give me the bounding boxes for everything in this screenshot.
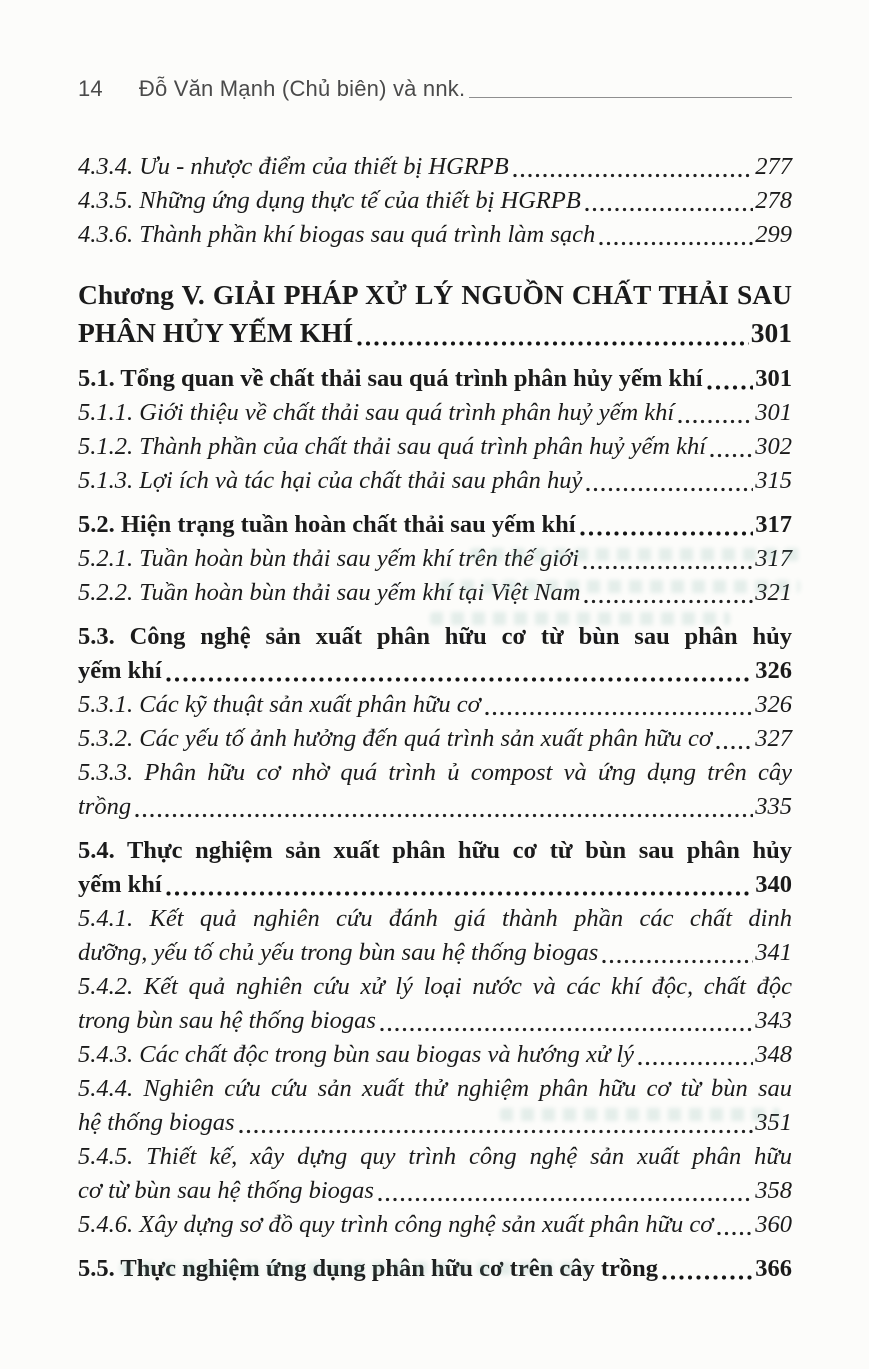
- toc-entry-text: 5.4.3. Các chất độc trong bùn sau biogas và hướng xử lý: [78, 1041, 635, 1068]
- dot-leader: [599, 240, 753, 247]
- toc-entry-line: [78, 654, 792, 688]
- header-rule: [469, 97, 792, 98]
- toc-entry: [78, 1252, 792, 1286]
- page-number: 14: [78, 76, 103, 101]
- toc-entry-text: 5.4. Thực nghiệm sản xuất phân hữu cơ từ bùn sau phân hủy: [78, 837, 792, 864]
- toc-entry: [78, 756, 792, 824]
- toc-page-number: 301: [750, 317, 792, 348]
- toc-page-number: 351: [755, 1109, 792, 1136]
- toc-entry: [78, 1072, 792, 1140]
- toc-entry-text: 5.1.1. Giới thiệu về chất thải sau quá trình phân huỷ yếm khí: [78, 399, 675, 426]
- dot-leader: [166, 676, 754, 683]
- toc-entry-text: yếm khí: [78, 657, 162, 684]
- toc-entry-line: [78, 1004, 792, 1038]
- toc-entry-line: [78, 508, 792, 542]
- running-head: [78, 76, 792, 102]
- toc-entry-text: 5.1.3. Lợi ích và tác hại của chất thải sau phân huỷ: [78, 467, 583, 494]
- dot-leader: [580, 530, 754, 537]
- dot-leader: [586, 486, 753, 493]
- toc-entry-text: 4.3.4. Ưu - nhược điểm của thiết bị HGRPB: [78, 153, 509, 180]
- toc-entry-line: [78, 1174, 792, 1208]
- toc-page-number: 278: [755, 187, 792, 214]
- toc-entry-text: 5.4.4. Nghiên cứu cứu sản xuất thử nghiệm phân hữu cơ từ bùn sau: [78, 1075, 792, 1102]
- toc-entry: [78, 542, 792, 576]
- toc-entry: [78, 508, 792, 542]
- dot-leader: [485, 710, 754, 717]
- toc-entry-text: 4.3.6. Thành phần khí biogas sau quá trình làm sạch: [78, 221, 596, 248]
- toc-entry-text: 5.3.1. Các kỹ thuật sản xuất phân hữu cơ: [78, 691, 481, 718]
- dot-leader: [513, 172, 754, 179]
- toc-entry-line: [78, 218, 792, 252]
- toc-entry: [78, 464, 792, 498]
- toc-entry-line: [78, 430, 792, 464]
- dot-leader: [378, 1196, 753, 1203]
- toc-page-number: 343: [755, 1007, 792, 1034]
- toc-entry-line: [78, 1038, 792, 1072]
- dot-leader: [707, 384, 754, 391]
- toc-page-number: 360: [755, 1211, 792, 1238]
- toc-entry-line: [78, 362, 792, 396]
- toc-entry: [78, 688, 792, 722]
- toc-entry-text: 5.2.2. Tuần hoàn bùn thải sau yếm khí tại Việt Nam: [78, 579, 581, 606]
- dot-leader: [638, 1060, 753, 1067]
- dot-leader: [678, 418, 753, 425]
- toc-entry: [78, 150, 792, 184]
- toc-page-number: 301: [755, 399, 792, 426]
- toc-entry-line: [78, 314, 792, 352]
- toc-entry: [78, 1140, 792, 1208]
- toc-page-number: 341: [755, 939, 792, 966]
- toc-page-number: 340: [755, 871, 792, 898]
- toc-entry-line: [78, 184, 792, 218]
- toc-entry-line: [78, 542, 792, 576]
- dot-leader: [239, 1128, 754, 1135]
- toc-entry-line: [78, 464, 792, 498]
- dot-leader: [585, 206, 753, 213]
- dot-leader: [135, 812, 753, 819]
- toc-page-number: 317: [755, 545, 792, 572]
- toc-entry-text: 5.5. Thực nghiệm ứng dụng phân hữu cơ trên cây trồng: [78, 1255, 658, 1282]
- toc-page-number: 326: [755, 657, 792, 684]
- toc-page-number: 315: [755, 467, 792, 494]
- toc-entry-text: 5.1.2. Thành phần của chất thải sau quá trình phân huỷ yếm khí: [78, 433, 707, 460]
- toc-entry-text: trồng: [78, 793, 132, 820]
- toc-entry-text: 5.4.1. Kết quả nghiên cứu đánh giá thành phần các chất dinh: [78, 905, 792, 932]
- toc-entry-line: [78, 576, 792, 610]
- toc-entry-text: 5.4.5. Thiết kế, xây dựng quy trình công nghệ sản xuất phân hữu: [78, 1143, 792, 1170]
- toc-entry-text: 5.4.6. Xây dựng sơ đồ quy trình công nghệ sản xuất phân hữu cơ: [78, 1211, 714, 1238]
- toc-entry: [78, 970, 792, 1038]
- toc-entry-text: trong bùn sau hệ thống biogas: [78, 1007, 376, 1034]
- dot-leader: [380, 1026, 753, 1033]
- toc-entry: [78, 1208, 792, 1242]
- toc-entry: [78, 722, 792, 756]
- toc-entry: [78, 902, 792, 970]
- dot-leader: [717, 1230, 753, 1237]
- toc-entry-text: 5.2. Hiện trạng tuần hoàn chất thải sau yếm khí: [78, 511, 576, 538]
- toc-entry: [78, 396, 792, 430]
- toc-entry-text: dưỡng, yếu tố chủ yếu trong bùn sau hệ thống biogas: [78, 939, 599, 966]
- toc-entry-text: yếm khí: [78, 871, 162, 898]
- toc-page-number: 277: [755, 153, 792, 180]
- toc-entry: [78, 834, 792, 902]
- toc-entry-line: [78, 688, 792, 722]
- toc-page-number: 327: [755, 725, 792, 752]
- toc-list: [78, 150, 792, 1286]
- toc-entry: [78, 218, 792, 252]
- dot-leader: [602, 958, 753, 965]
- toc-entry: [78, 1038, 792, 1072]
- toc-entry-text: 5.2.1. Tuần hoàn bùn thải sau yếm khí trên thế giới: [78, 545, 580, 572]
- toc-entry-text: 5.3.3. Phân hữu cơ nhờ quá trình ủ compost và ứng dụng trên cây: [78, 759, 792, 786]
- toc-page-number: 348: [755, 1041, 792, 1068]
- toc-entry-text: 4.3.5. Những ứng dụng thực tế của thiết bị HGRPB: [78, 187, 581, 214]
- toc-entry-text: hệ thống biogas: [78, 1109, 235, 1136]
- toc-page-number: 299: [755, 221, 792, 248]
- toc-entry-text: cơ từ bùn sau hệ thống biogas: [78, 1177, 374, 1204]
- toc-page-number: 358: [755, 1177, 792, 1204]
- toc-entry-text: PHÂN HỦY YẾM KHÍ: [78, 317, 354, 348]
- running-head-author: Đỗ Văn Mạnh (Chủ biên) và nnk.: [138, 76, 466, 101]
- toc-entry-line: [78, 868, 792, 902]
- toc-entry: [78, 620, 792, 688]
- toc-page-number: 302: [755, 433, 792, 460]
- toc-entry-line: [78, 790, 792, 824]
- toc-page-number: 317: [755, 511, 792, 538]
- toc-entry-line: [78, 150, 792, 184]
- toc-entry-text: 5.4.2. Kết quả nghiên cứu xử lý loại nước và các khí độc, chất độc: [78, 973, 792, 1000]
- toc-entry-line: [78, 1252, 792, 1286]
- toc-entry-text: Chương V. GIẢI PHÁP XỬ LÝ NGUỒN CHẤT THẢI SAU: [78, 279, 792, 310]
- toc-page-number: 366: [755, 1255, 792, 1282]
- toc-page-number: 335: [755, 793, 792, 820]
- toc-entry: [78, 430, 792, 464]
- toc-entry-text: 5.1. Tổng quan về chất thải sau quá trình phân hủy yếm khí: [78, 365, 703, 392]
- toc-entry-text: 5.3.2. Các yếu tố ảnh hưởng đến quá trình sản xuất phân hữu cơ: [78, 725, 713, 752]
- toc-entry-line: [78, 1106, 792, 1140]
- dot-leader: [357, 340, 749, 347]
- dot-leader: [166, 890, 754, 897]
- dot-leader: [662, 1274, 753, 1281]
- toc-entry-line: [78, 936, 792, 970]
- toc-page-number: 301: [755, 365, 792, 392]
- dot-leader: [710, 452, 753, 459]
- toc-entry: [78, 276, 792, 352]
- toc-entry-text: 5.3. Công nghệ sản xuất phân hữu cơ từ bùn sau phân hủy: [78, 623, 792, 650]
- toc-entry-line: [78, 1208, 792, 1242]
- toc-entry-line: [78, 396, 792, 430]
- dot-leader: [584, 598, 753, 605]
- toc-entry: [78, 184, 792, 218]
- toc-entry-line: [78, 722, 792, 756]
- dot-leader: [716, 744, 753, 751]
- dot-leader: [583, 564, 753, 571]
- toc-entry: [78, 362, 792, 396]
- toc-entry: [78, 576, 792, 610]
- toc-page-number: 321: [755, 579, 792, 606]
- toc-page-number: 326: [755, 691, 792, 718]
